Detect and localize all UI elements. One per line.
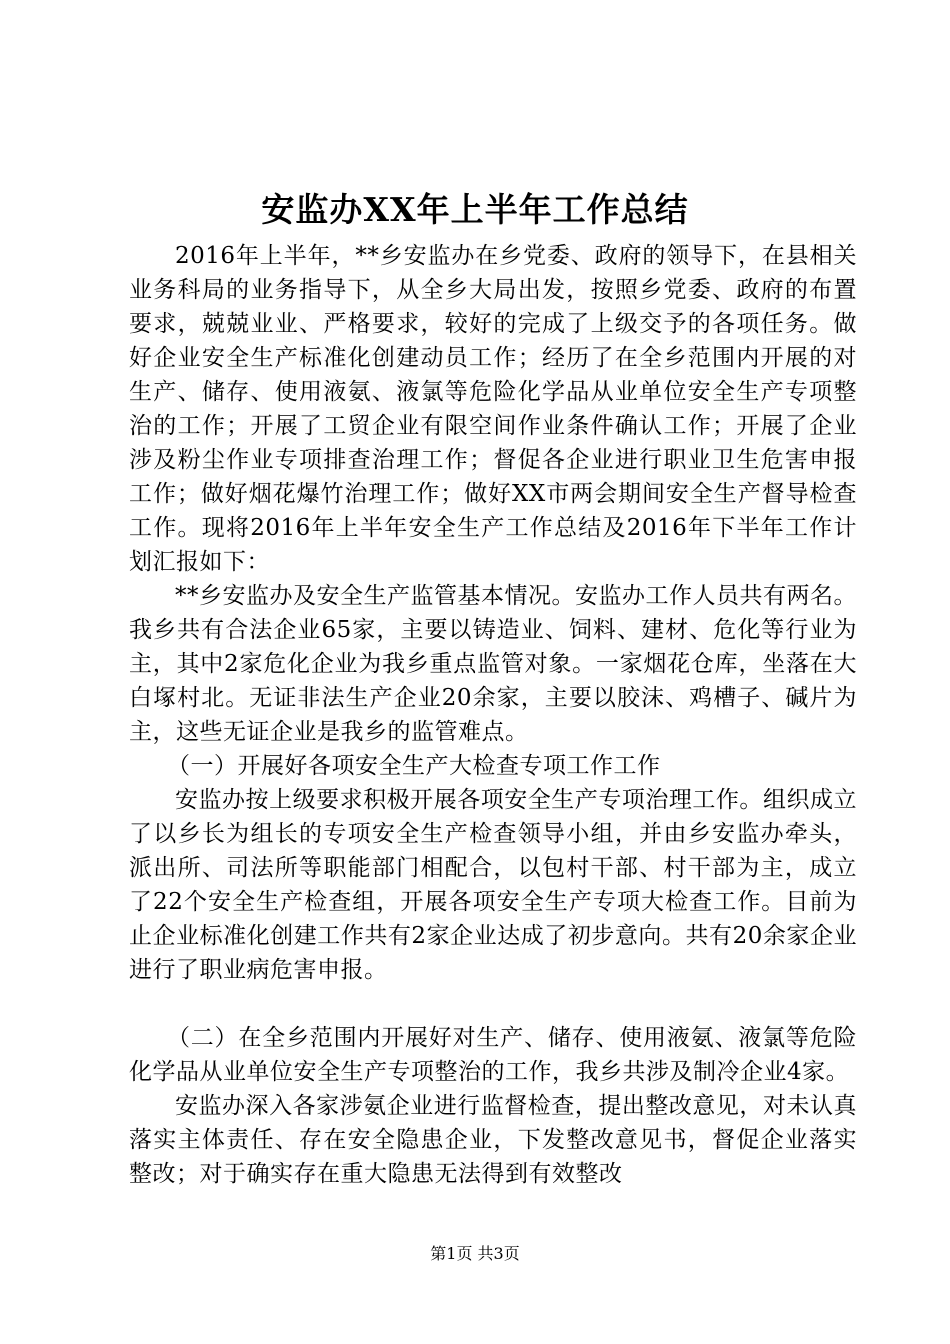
- section-heading-1: （一）开展好各项安全生产大检查专项工作工作: [166, 753, 661, 779]
- paragraph-section-1: 安监办按上级要求积极开展各项安全生产专项治理工作。组织成立了以乡长为组长的专项安全生产检查领导小组，并由乡安监办牵头，派出所、司法所等职能部门相配合，以包村干部、村干部为主，成立了22个安全生产检查组，开展各项安全生产专项大检查工作。目前为止企业标准化创建工作共有2家企业达成了初步意向。共有20余家企业进行了职业病危害申报。: [129, 787, 857, 983]
- document-title: 安监办XX年上半年工作总结: [261, 190, 689, 229]
- paragraph-intro: 2016年上半年，**乡安监办在乡党委、政府的领导下，在县相关业务科局的业务指导下，从全乡大局出发，按照乡党委、政府的布置要求，兢兢业业、严格要求，较好的完成了上级交予的各项任务。做好企业安全生产标准化创建动员工作；经历了在全乡范围内开展的对生产、储存、使用液氨、液氯等危险化学品从业单位安全生产专项整治的工作；开展了工贸企业有限空间作业条件确认工作；开展了企业涉及粉尘作业专项排查治理工作；督促各企业进行职业卫生危害申报工作；做好烟花爆竹治理工作；做好XX市两会期间安全生产督导检查工作。现将2016年上半年安全生产工作总结及2016年下半年工作计划汇报如下：: [129, 243, 857, 575]
- paragraph-gap: [129, 987, 857, 1021]
- paragraph-section-2: 安监办深入各家涉氨企业进行监督检查，提出整改意见，对未认真落实主体责任、存在安全隐患企业，下发整改意见书，督促企业落实整改；对于确实存在重大隐患无法得到有效整改: [129, 1093, 857, 1187]
- page-number-footer: 第1页 共3页: [430, 1244, 520, 1263]
- section-heading-2: （二）在全乡范围内开展好对生产、储存、使用液氨、液氯等危险化学品从业单位安全生产专项整治的工作，我乡共涉及制冷企业4家。: [129, 1025, 857, 1085]
- paragraph-basic-situation: **乡安监办及安全生产监管基本情况。安监办工作人员共有两名。我乡共有合法企业65家，主要以铸造业、饲料、建材、危化等行业为主，其中2家危化企业为我乡重点监管对象。一家烟花仓库，坐落在大白塚村北。无证非法生产企业20余家，主要以胶沫、鸡槽子、碱片为主，这些无证企业是我乡的监管难点。: [129, 583, 857, 745]
- document-body: [129, 239, 857, 1191]
